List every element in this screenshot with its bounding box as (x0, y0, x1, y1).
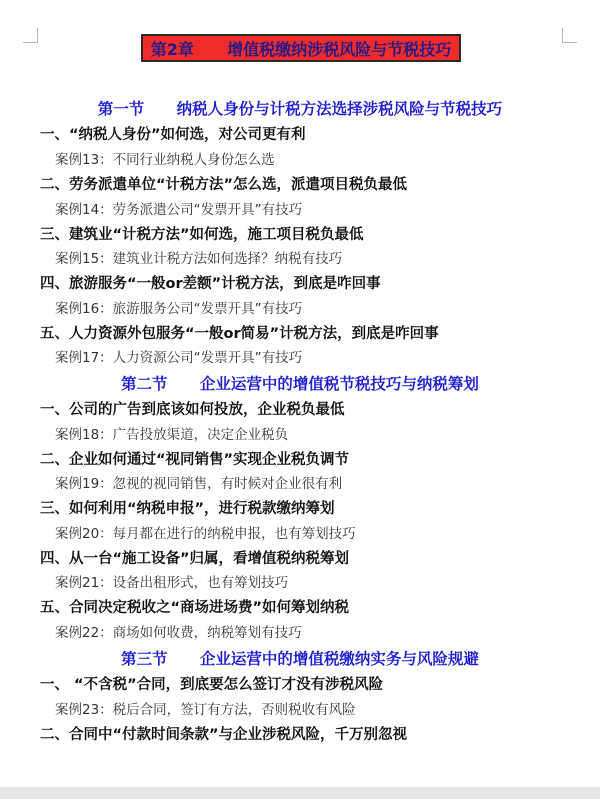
outline-item: 五、人力资源外包服务“一般or简易”计税方法，到底是咋回事 (40, 326, 439, 342)
page-corner-mark-right (562, 28, 577, 43)
case-item: 案例13：不同行业纳税人身份怎么选 (55, 152, 275, 168)
chapter-title: 第2章 增值税缴纳涉税风险与节税技巧 (141, 34, 461, 62)
section-title: 第一节 纳税人身份与计税方法选择涉税风险与节税技巧 (97, 100, 503, 118)
case-item: 案例23：税后合同，签订有方法，否则税收有风险 (55, 702, 356, 718)
case-item: 案例22：商场如何收费，纳税筹划有技巧 (55, 625, 302, 641)
outline-item: 三、如何利用“纳税申报”，进行税款缴纳筹划 (40, 501, 335, 517)
case-item: 案例14：劳务派遣公司“发票开具”有技巧 (55, 202, 303, 218)
section-title: 第三节 企业运营中的增值税缴纳实务与风险规避 (121, 650, 479, 668)
case-item: 案例20：每月都在进行的纳税申报，也有筹划技巧 (55, 526, 356, 542)
case-item: 案例16：旅游服务公司“发票开具”有技巧 (55, 301, 303, 317)
section-title: 第二节 企业运营中的增值税节税技巧与纳税筹划 (121, 375, 479, 393)
outline-item: 二、劳务派遣单位“计税方法”怎么选，派遣项目税负最低 (40, 177, 408, 193)
case-item: 案例15：建筑业计税方法如何选择？纳税有技巧 (55, 251, 343, 267)
case-item: 案例19：忽视的视同销售，有时候对企业很有利 (55, 476, 343, 492)
outline-item: 五、合同决定税收之“商场进场费”如何筹划纳税 (40, 600, 350, 616)
case-item: 案例21：设备出租形式，也有筹划技巧 (55, 575, 289, 591)
outline-item: 一、公司的广告到底该如何投放，企业税负最低 (40, 402, 345, 418)
outline-item: 四、旅游服务“一般or差额”计税方法，到底是咋回事 (40, 276, 381, 292)
outline-item: 四、从一台“施工设备”归属，看增值税纳税筹划 (40, 551, 350, 567)
outline-item: 二、企业如何通过“视同销售”实现企业税负调节 (40, 452, 350, 468)
outline-item: 三、建筑业“计税方法”如何选，施工项目税负最低 (40, 227, 364, 243)
page-corner-mark-left (23, 28, 38, 43)
case-item: 案例18：广告投放渠道，决定企业税负 (55, 427, 289, 443)
case-item: 案例17：人力资源公司“发票开具”有技巧 (55, 350, 303, 366)
outline-item: 一、 “不含税”合同，到底要怎么签订才没有涉税风险 (40, 677, 384, 693)
outline-item: 一、“纳税人身份”如何选，对公司更有利 (40, 127, 306, 143)
outline-item: 二、合同中“付款时间条款”与企业涉税风险，千万别忽视 (40, 727, 408, 743)
page-bottom-edge (0, 787, 600, 799)
